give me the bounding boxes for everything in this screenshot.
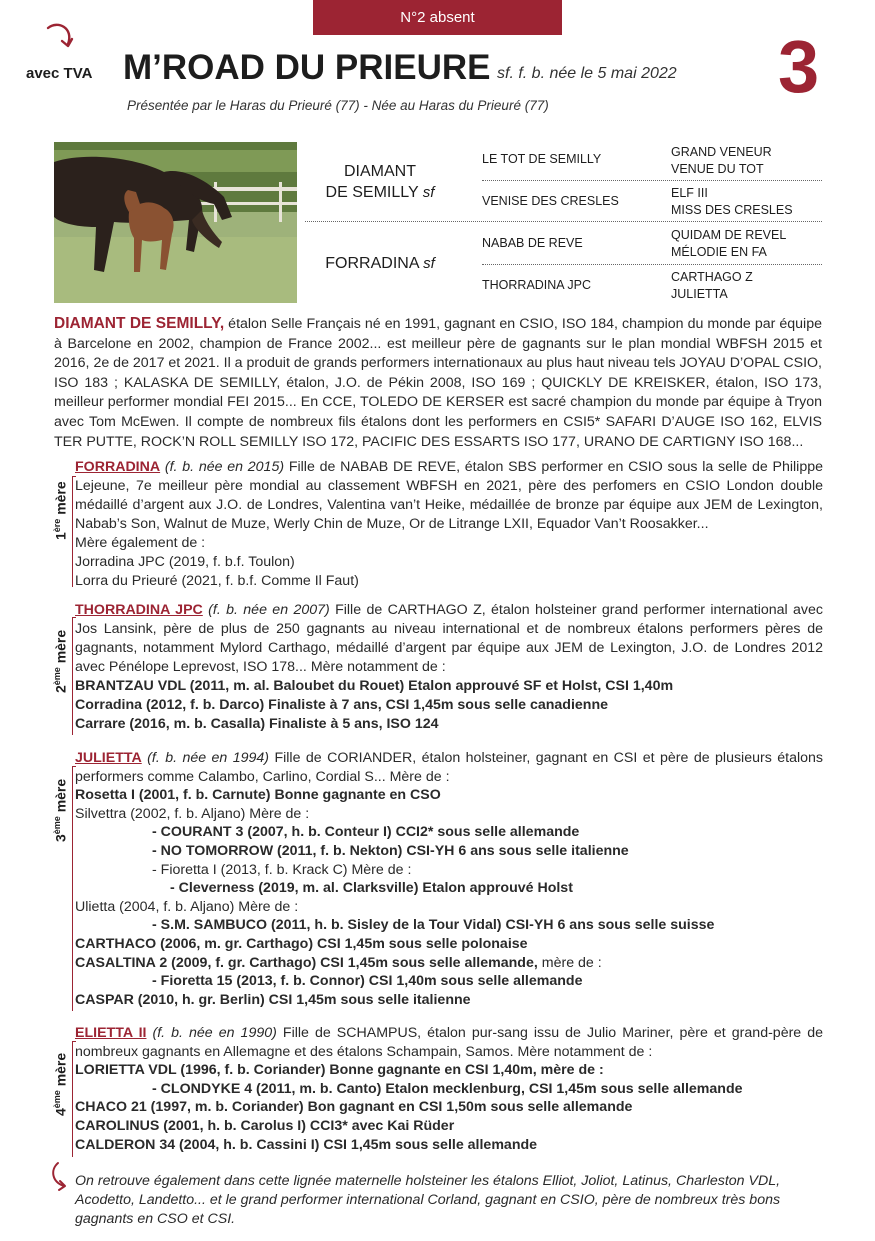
fourth-dam-name: ELIETTA II [75,1025,147,1041]
list-item: Carrare (2016, m. b. Casalla) Finaliste à 5 ans, ISO 124 [75,716,439,732]
great-grandparent-6: MÉLODIE EN FA [671,245,767,259]
second-dam-label: 2ème mère [52,629,69,693]
list-item: Corradina (2012, f. b. Darco) Finaliste à 7 ans, CSI 1,45m sous selle canadienne [75,697,609,713]
list-item: - Fioretta I (2013, f. b. Krack C) Mère de : [152,861,412,878]
sire-description [54,314,822,452]
first-dam-label: 1ère mère [52,481,69,540]
horse-name: M’ROAD DU PRIEURE [123,48,491,87]
fourth-dam-label: 4ème mère [52,1052,69,1116]
great-grandparent-8: JULIETTA [671,287,728,301]
dam-name: FORRADINA [325,255,419,272]
second-dam-name: THORRADINA JPC [75,602,203,618]
divider [72,766,73,1011]
third-dam-section: JULIETTA (f. b. née en 1994) Fille de CORIANDER, étalon holsteiner, gagnant en CSI et père de plusieurs étalons performers comme Calambo, Carlino, Cordial S... Mère de : Rosetta I (2001, f. b. Carnute) Bonne gagnante en CSO Silvettra (2002, f. b. Aljano) Mère de : - COURANT 3 (2007, h. b. Conteur I) CCI2* sous selle allemande - NO TOMORROW (2011, f. b. Nekton) CSI-YH 6 ans sous selle italienne - Fioretta I (2013, f. b. Krack C) Mère de : - Cleverness (2019, m. al. Clarksville) Etalon approuvé Holst Ulietta (2004, f. b. Aljano) Mère de : - S.M. SAMBUCO (2011, h. b. Sisley de la Tour Vidal) CSI-YH 6 ans sous selle suisse CARTHACO (2006, m. gr. Carthago) CSI 1,45m sous selle polonaise CASALTINA 2 (2009, f. gr. Carthago) CSI 1,45m sous selle allemande, mère de : - Fioretta 15 (2013, f. b. Connor) CSI 1,40m sous selle allemande CASPAR (2010, h. gr. Berlin) CSI 1,45m sous selle italienne [75,750,823,1008]
list-item: CALDERON 34 (2004, h. b. Cassini I) CSI 1,45m sous selle allemande [75,1136,538,1153]
divider [482,180,822,181]
great-grandparent-1: GRAND VENEUR [671,145,772,159]
list-item: Jorradina JPC (2019, f. b.f. Toulon) [75,554,295,570]
fourth-dam-section: ELIETTA II (f. b. née en 1990) Fille de SCHAMPUS, étalon pur-sang issu de Julio Mariner, père et grand-père de nombreux gagnants en Allemagne et des étalons Schampain, Samos. Mère notamment de : LORIETTA VDL (1996, f. b. Coriander) Bonne gagnante en CSI 1,40m, mère de : - CLONDYKE 4 (2011, m. b. Canto) Etalon mecklenburg, CSI 1,45m sous selle allemande CHACO 21 (1997, m. b. Coriander) Bon gagnant en CSI 1,50m sous selle allemande CAROLINUS (2001, h. b. Carolus I) CCI3* avec Kai Rüder CALDERON 34 (2004, h. b. Cassini I) CSI 1,45m sous selle allemande [75,1025,824,1153]
sire-desc-text: étalon Selle Français né en 1991, gagnant en CSIO, ISO 184, champion du monde par équipe à Barcelone en 2002, champion de France 2002... est meilleur père de gagnants sur le plan mondial WBFSH 2015 et 2016, 2e de 2017 et 2021. Il a produit de grands performers internationaux au plus haut niveau tels JOYAU D’OPAL CSIO, ISO 183 ; KALASKA DE SEMILLY, étalon, J.O. de Pékin 2008, ISO 169 ; QUICKLY DE KREISKER, étalon, ISO 173, meilleur performer mondial FEI 2015... En CCE, TOLEDO DE KERSER est sacré champion du monde par équipe à Tryon avec Tom McEwen. Il compte de nombreux fils étalons dont les performers en CSI5* SAFARI D’AUGE ISO 162, ELVIS TER PUTTE, ROCK’N ROLL SEMILLY ISO 172, PACIFIC DES ESSARTS ISO 177, URANO DE CARTIGNY ISO 168... [54,316,822,450]
list-item: CASALTINA 2 (2009, f. gr. Carthago) CSI 1,45m sous selle allemande, mère de : [75,954,602,971]
great-grandparent-2: VENUE DU TOT [671,162,764,176]
list-item: - COURANT 3 (2007, h. b. Conteur I) CCI2* sous selle allemande [152,824,580,841]
tva-label: avec TVA [26,65,93,82]
horse-photo [54,142,297,303]
presented-by: Présentée par le Haras du Prieuré (77) - Née au Haras du Prieuré (77) [127,98,549,113]
grandparent-4: THORRADINA JPC [482,278,592,292]
divider [482,264,822,265]
list-item: - Fioretta 15 (2013, f. b. Connor) CSI 1,40m sous selle allemande [152,973,583,990]
list-item: - Cleverness (2019, m. al. Clarksville) Etalon approuvé Holst [170,880,573,897]
list-item: - S.M. SAMBUCO (2011, h. b. Sisley de la Tour Vidal) CSI-YH 6 ans sous selle suisse [152,917,715,934]
grandparent-2: VENISE DES CRESLES [482,194,619,208]
list-item: - CLONDYKE 4 (2011, m. b. Canto) Etalon mecklenburg, CSI 1,45m sous selle allemande [152,1080,743,1097]
great-grandparent-4: MISS DES CRESLES [671,203,793,217]
great-grandparent-7: CARTHAGO Z [671,270,753,284]
sire-suffix: sf [422,184,435,201]
list-item: CARTHACO (2006, m. gr. Carthago) CSI 1,45m sous selle polonaise [75,935,528,952]
sire-name-line1: DIAMANT [344,163,416,180]
list-item: CAROLINUS (2001, h. b. Carolus I) CCI3* avec Kai Rüder [75,1117,455,1134]
list-item: CHACO 21 (1997, m. b. Coriander) Bon gagnant en CSI 1,50m sous selle allemande [75,1099,633,1116]
divider [72,617,73,735]
absent-badge: N°2 absent [313,0,562,35]
horse-description: sf. f. b. née le 5 mai 2022 [497,65,677,82]
curved-arrow-icon [40,22,76,62]
footer-note: On retrouve également dans cette lignée maternelle holsteiner les étalons Elliot, Joliot, Latinus, Charleston VDL, Acodetto, Landetto... et le grand performer international Corland, gagnant en CSIO, père de nombreux très bons gagnants en CSO et CSI. [75,1173,781,1227]
list-item: Silvettra (2002, f. b. Aljano) Mère de : [75,805,310,822]
list-item: Rosetta I (2001, f. b. Carnute) Bonne gagnante en CSO [75,787,441,804]
list-item: BRANTZAU VDL (2011, m. al. Baloubet du Rouet) Etalon approuvé SF et Holst, CSI 1,40m [75,678,674,694]
pedigree-sire [300,161,460,203]
third-dam-label: 3ème mère [52,778,69,842]
list-item: Lorra du Prieuré (2021, f. b.f. Comme Il Faut) [75,573,359,589]
great-grandparent-3: ELF III [671,186,708,200]
list-item: - NO TOMORROW (2011, f. b. Nekton) CSI-YH 6 ans sous selle italienne [152,842,629,859]
list-item: LORIETTA VDL (1996, f. b. Coriander) Bonne gagnante en CSI 1,40m, mère de : [75,1062,604,1079]
pedigree-dam [300,255,460,273]
third-dam-name: JULIETTA [75,750,142,766]
list-item: Ulietta (2004, f. b. Aljano) Mère de : [75,898,299,915]
sire-name-line2: DE SEMILLY [325,184,419,201]
list-item: CASPAR (2010, h. gr. Berlin) CSI 1,45m sous selle italienne [75,991,471,1008]
second-dam-section: THORRADINA JPC (f. b. née en 2007) Fille de CARTHAGO Z, étalon holsteiner grand performer international avec Jos Lansink, père de plus de 250 gagnants au niveau international et de nombreux étalons performers pères de gagnants, notamment Mylord Carthago, médaillé d’argent par équipe aux JEM de Lexington, J.O. de Londres 2012 avec Pénélope Leprevost, ISO 178... Mère notamment de : BRANTZAU VDL (2011, m. al. Baloubet du Rouet) Etalon approuvé SF et Holst, CSI 1,40m Corradina (2012, f. b. Darco) Finaliste à 7 ans, CSI 1,45m sous selle canadienne Carrare (2016, m. b. Casalla) Finaliste à 5 ans, ISO 124 [75,602,823,732]
list-item: Mère également de : [75,535,206,551]
grandparent-3: NABAB DE REVE [482,236,583,250]
grandparent-1: LE TOT DE SEMILLY [482,152,602,166]
divider [305,221,822,222]
lot-number: 3 [778,25,820,108]
curved-arrow-icon [50,1160,72,1192]
divider [72,1041,73,1157]
great-grandparent-5: QUIDAM DE REVEL [671,228,787,242]
dam-suffix: sf [423,255,435,272]
divider [72,476,73,587]
sire-desc-name: DIAMANT DE SEMILLY, [54,315,225,332]
first-dam-name: FORRADINA [75,459,161,475]
first-dam-section: FORRADINA (f. b. née en 2015) Fille de NABAB DE REVE, étalon SBS performer en CSIO sous la selle de Philippe Lejeune, 7e meilleur père mondial au classement WBFSH en 2021, père des perfomers en CSIO London double médaillé d’argent aux J.O. de Londres, Valentina van’t Heike, médaillée de bronze par équipe aux JEM de Lexington, Nabab’s Son, Walnut de Muze, Werly Chin de Muze, Or de Litrange LXII, Equador Van’t Roosakker... Mère également de : Jorradina JPC (2019, f. b.f. Toulon) Lorra du Prieuré (2021, f. b.f. Comme Il Faut) [75,459,824,589]
